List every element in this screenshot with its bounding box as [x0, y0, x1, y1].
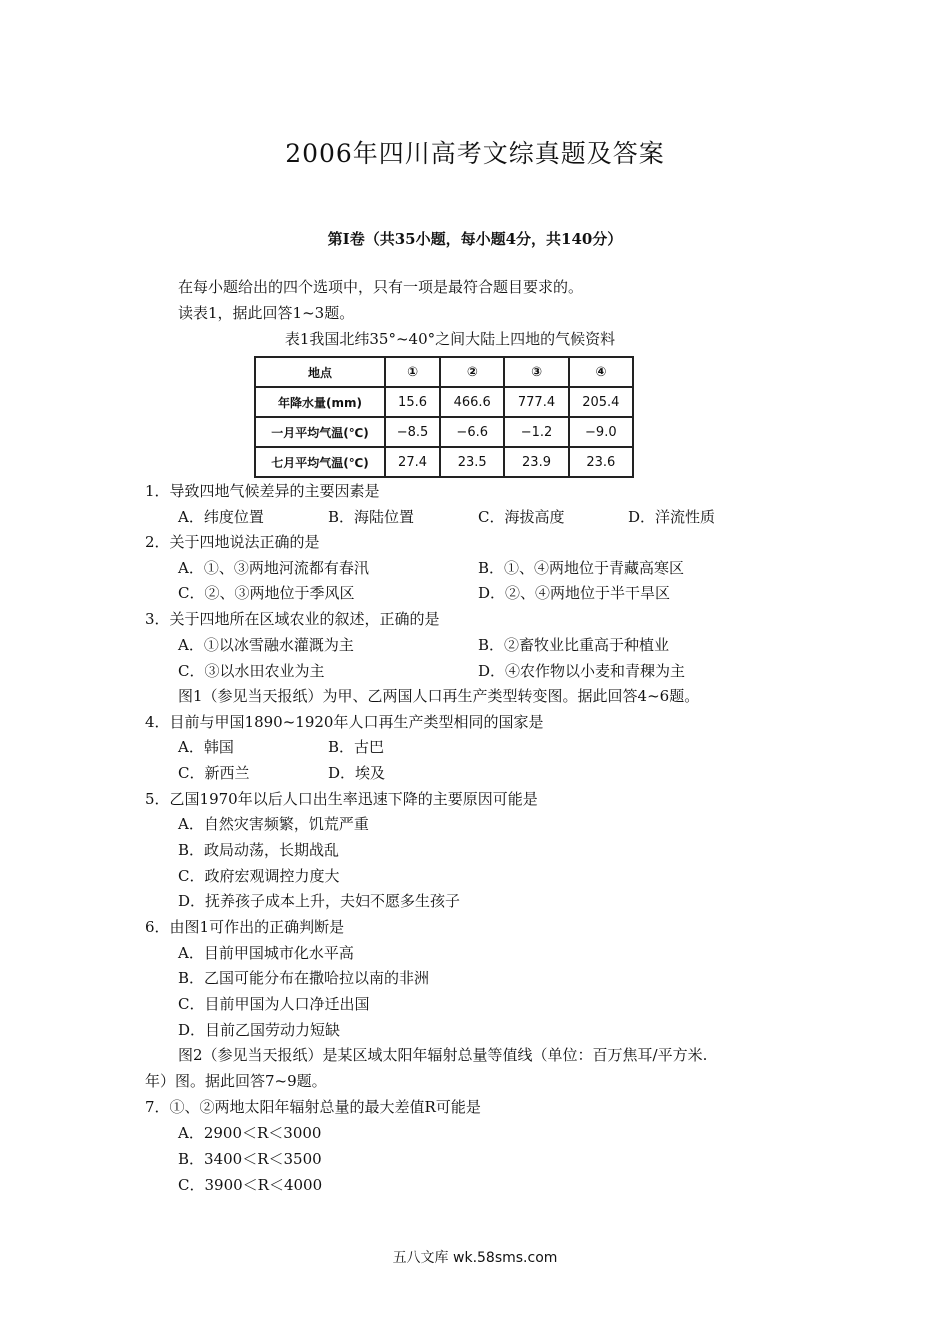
q1-option-c: C．海拔高度 [478, 508, 565, 526]
q4-option-c: C．新西兰 [178, 764, 250, 782]
table-row-label: 一月平均气温(℃) [255, 417, 385, 447]
table-header-cell: ③ [504, 357, 568, 387]
figure-2-reference: 图2（参见当天报纸）是某区域太阳年辐射总量等值线（单位：百万焦耳/平方米. [178, 1046, 708, 1064]
q7-option-b: B．3400＜R＜3500 [178, 1150, 322, 1168]
q1-option-d: D．洋流性质 [628, 508, 716, 526]
q5-option-a: A．自然灾害频繁，饥荒严重 [178, 815, 369, 833]
figure-2-reference-cont: 年）图。据此回答7~9题。 [145, 1072, 327, 1090]
table-row-label: 年降水量(mm) [255, 387, 385, 417]
q5-option-d: D．抚养孩子成本上升，夫妇不愿多生孩子 [178, 892, 461, 910]
table-cell: −8.5 [385, 417, 440, 447]
q5-option-c: C．政府宏观调控力度大 [178, 867, 340, 885]
table-cell: 23.9 [504, 447, 568, 477]
q6-option-c: C．目前甲国为人口净迁出国 [178, 995, 370, 1013]
table-header-cell: ④ [569, 357, 633, 387]
table-header-cell: ② [440, 357, 504, 387]
q4-option-b: B．古巴 [328, 738, 385, 756]
q2-option-a: A．①、③两地河流都有春汛 [178, 559, 369, 577]
table-caption: 表1我国北纬35°~40°之间大陆上四地的气候资料 [284, 330, 616, 348]
table-cell: 23.6 [569, 447, 633, 477]
table-reference-text: 读表1，据此回答1~3题。 [178, 304, 355, 322]
table-cell: 23.5 [440, 447, 504, 477]
question-6-stem: 6．由图1可作出的正确判断是 [145, 918, 345, 936]
q6-option-b: B．乙国可能分布在撒哈拉以南的非洲 [178, 969, 430, 987]
q1-option-b: B．海陆位置 [328, 508, 415, 526]
table-cell: 27.4 [385, 447, 440, 477]
climate-table [254, 356, 634, 478]
question-2-stem: 2．关于四地说法正确的是 [145, 533, 320, 551]
figure-1-reference: 图1（参见当天报纸）为甲、乙两国人口再生产类型转变图。据此回答4~6题。 [178, 687, 700, 705]
instruction-text: 在每小题给出的四个选项中，只有一项是最符合题目要求的。 [178, 278, 584, 296]
table-header-cell: 地点 [255, 357, 385, 387]
table-row [255, 447, 633, 477]
q3-option-c: C．③以水田农业为主 [178, 662, 325, 680]
q2-option-d: D．②、④两地位于半干旱区 [478, 584, 671, 602]
table-cell: −1.2 [504, 417, 568, 447]
table-header-cell: ① [385, 357, 440, 387]
question-1-stem: 1．导致四地气候差异的主要因素是 [145, 482, 380, 500]
q3-option-d: D．④农作物以小麦和青稞为主 [478, 662, 686, 680]
q2-option-b: B．①、④两地位于青藏高寒区 [478, 559, 685, 577]
question-7-stem: 7．①、②两地太阳年辐射总量的最大差值R可能是 [145, 1098, 481, 1116]
table-cell: 205.4 [569, 387, 633, 417]
q5-option-b: B．政局动荡，长期战乱 [178, 841, 340, 859]
q3-option-b: B．②畜牧业比重高于种植业 [478, 636, 670, 654]
table-row-label: 七月平均气温(℃) [255, 447, 385, 477]
q4-option-a: A．韩国 [178, 738, 234, 756]
q2-option-c: C．②、③两地位于季风区 [178, 584, 355, 602]
q3-option-a: A．①以冰雪融水灌溉为主 [178, 636, 354, 654]
q4-option-d: D．埃及 [328, 764, 386, 782]
q6-option-a: A．目前甲国城市化水平高 [178, 944, 354, 962]
footer-watermark: 五八文库 wk.58sms.com [392, 1250, 558, 1266]
q1-option-a: A．纬度位置 [178, 508, 264, 526]
question-3-stem: 3．关于四地所在区域农业的叙述，正确的是 [145, 610, 440, 628]
section-heading: 第Ⅰ卷（共35小题，每小题4分，共140分） [327, 230, 623, 248]
table-row [255, 417, 633, 447]
table-cell: −9.0 [569, 417, 633, 447]
question-5-stem: 5．乙国1970年以后人口出生率迅速下降的主要原因可能是 [145, 790, 538, 808]
table-cell: 466.6 [440, 387, 504, 417]
table-cell: 777.4 [504, 387, 568, 417]
q7-option-a: A．2900＜R＜3000 [178, 1124, 322, 1142]
q6-option-d: D．目前乙国劳动力短缺 [178, 1021, 341, 1039]
q7-option-c: C．3900＜R＜4000 [178, 1176, 323, 1194]
table-header-row [255, 357, 633, 387]
question-4-stem: 4．目前与甲国1890~1920年人口再生产类型相同的国家是 [145, 713, 544, 731]
table-cell: −6.6 [440, 417, 504, 447]
table-cell: 15.6 [385, 387, 440, 417]
table-row [255, 387, 633, 417]
page-title: 2006年四川高考文综真题及答案 [285, 139, 665, 168]
